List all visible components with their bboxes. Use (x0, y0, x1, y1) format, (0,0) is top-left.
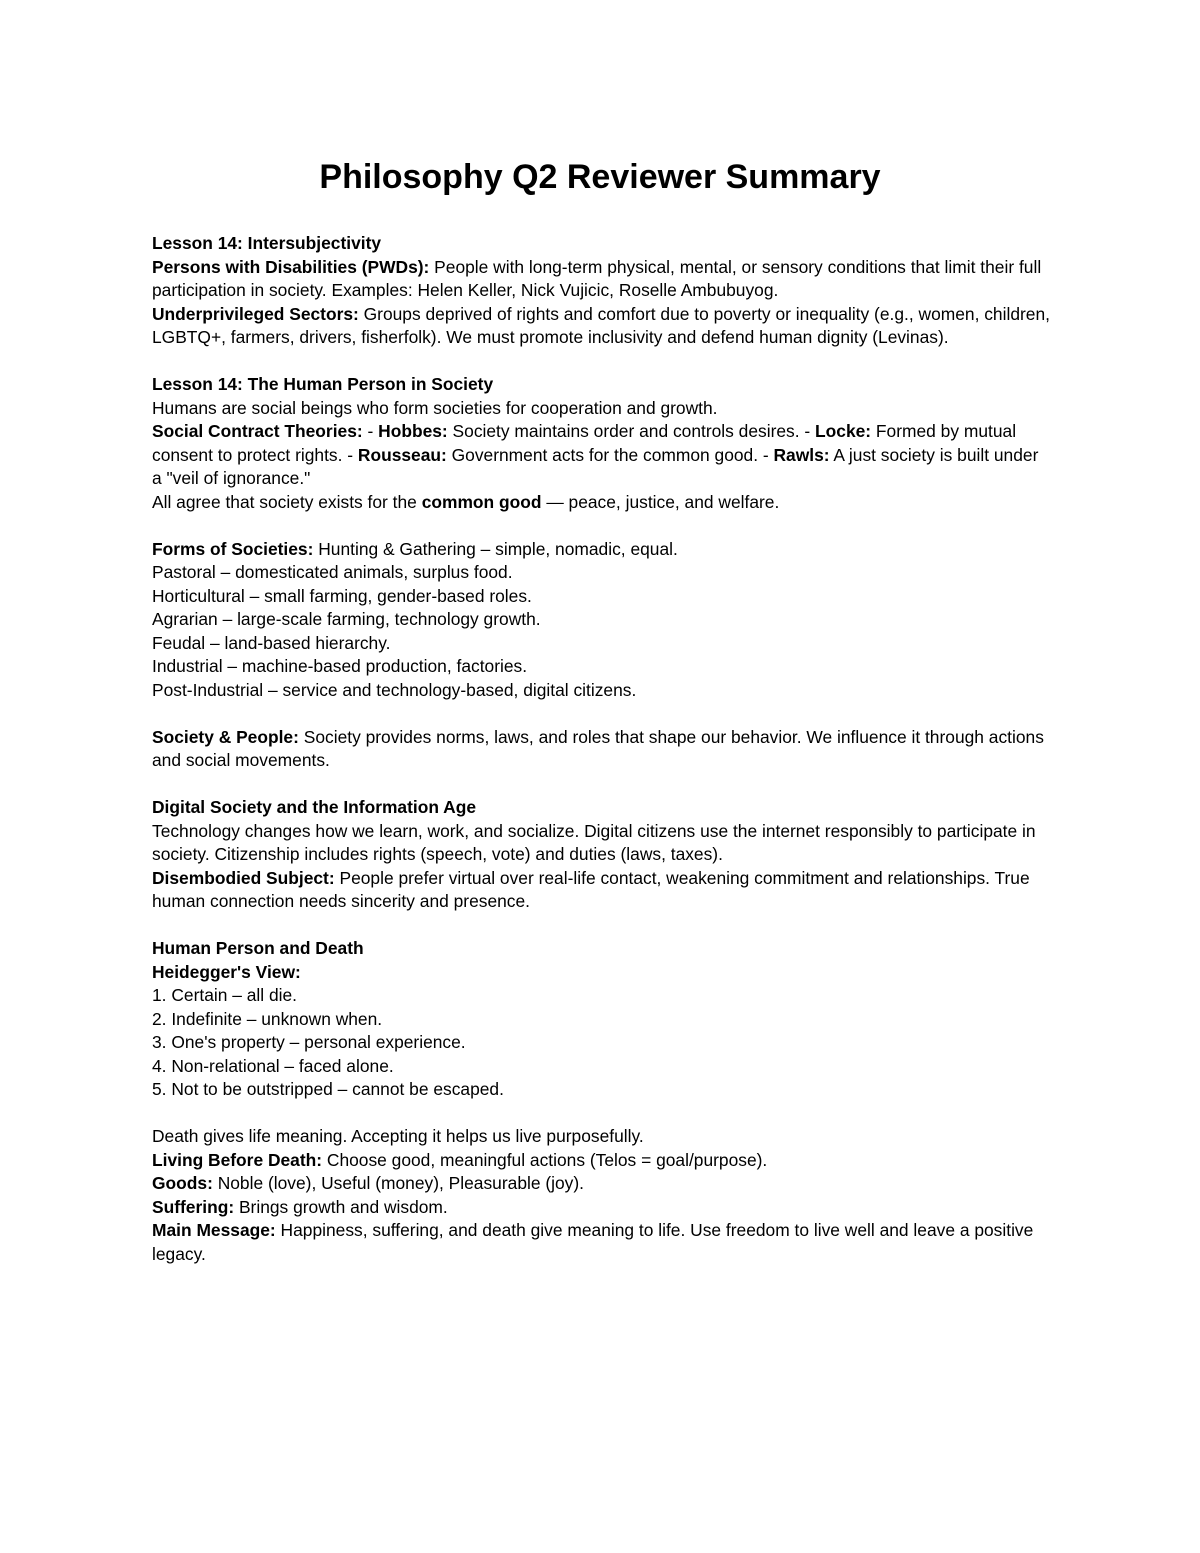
death-meaning-paragraph: Death gives life meaning. Accepting it helps us live purposefully. (152, 1126, 644, 1146)
list-item: Post-Industrial – service and technology-based, digital citizens. (152, 679, 637, 700)
heidegger-heading: Heidegger's View: (152, 961, 301, 982)
forms-of-societies-first: Forms of Societies: Hunting & Gathering – simple, nomadic, equal. (152, 538, 678, 559)
document-body (152, 232, 1052, 1266)
list-item: Horticultural – small farming, gender-based roles. (152, 585, 532, 606)
underprivileged-paragraph: Underprivileged Sectors: Groups deprived of rights and comfort due to poverty or inequality (e.g., women, children, LGBTQ+, farmers, drivers, fisherfolk). We must promote inclusivity and defend human dignity (Levinas). (152, 303, 1050, 347)
list-item: Industrial – machine-based production, factories. (152, 656, 528, 676)
social-contract-paragraph: Social Contract Theories: - Hobbes: Society maintains order and controls desires. - Locke: Formed by mutual consent to protect rights. - Rousseau: Government acts for the common good. - Rawls: A just society is built under a "veil of ignorance." (152, 421, 1039, 488)
list-item: 1. Certain – all die. (152, 985, 298, 1005)
suffering-paragraph: Suffering: Brings growth and wisdom. (152, 1196, 448, 1217)
list-item: Pastoral – domesticated animals, surplus food. (152, 562, 513, 582)
list-item: Feudal – land-based hierarchy. (152, 632, 391, 653)
list-item: 4. Non-relational – faced alone. (152, 1055, 394, 1076)
disembodied-paragraph: Disembodied Subject: People prefer virtual over real-life contact, weakening commitment and relationships. True human connection needs sincerity and presence. (152, 867, 1030, 911)
common-good-paragraph: All agree that society exists for the common good — peace, justice, and welfare. (152, 491, 780, 512)
page-title: Philosophy Q2 Reviewer Summary (319, 158, 881, 196)
goods-paragraph: Goods: Noble (love), Useful (money), Pleasurable (joy). (152, 1173, 584, 1193)
society-intro: Humans are social beings who form societies for cooperation and growth. (152, 397, 718, 418)
living-before-death-paragraph: Living Before Death: Choose good, meaningful actions (Telos = goal/purpose). (152, 1149, 768, 1170)
list-item: Agrarian – large-scale farming, technology growth. (152, 609, 541, 629)
list-item: 2. Indefinite – unknown when. (152, 1008, 383, 1029)
pwd-paragraph: Persons with Disabilities (PWDs): People with long-term physical, mental, or sensory conditions that limit their full participation in society. Examples: Helen Keller, Nick Vujicic, Roselle Ambubuyog. (152, 256, 1042, 300)
list-item: 3. One's property – personal experience. (152, 1032, 466, 1052)
section-heading-intersubjectivity: Lesson 14: Intersubjectivity (152, 233, 382, 253)
society-and-people-paragraph: Society & People: Society provides norms, laws, and roles that shape our behavior. We influence it through actions and social movements. (152, 726, 1044, 770)
digital-paragraph: Technology changes how we learn, work, and socialize. Digital citizens use the internet responsibly to participate in society. Citizenship includes rights (speech, vote) and duties (laws, taxes). (152, 820, 1036, 864)
section-heading-death: Human Person and Death (152, 938, 364, 958)
section-heading-society: Lesson 14: The Human Person in Society (152, 374, 494, 394)
list-item: 5. Not to be outstripped – cannot be escaped. (152, 1079, 504, 1099)
main-message-paragraph: Main Message: Happiness, suffering, and death give meaning to life. Use freedom to live well and leave a positive legacy. (152, 1220, 1034, 1264)
section-heading-digital: Digital Society and the Information Age (152, 797, 477, 817)
